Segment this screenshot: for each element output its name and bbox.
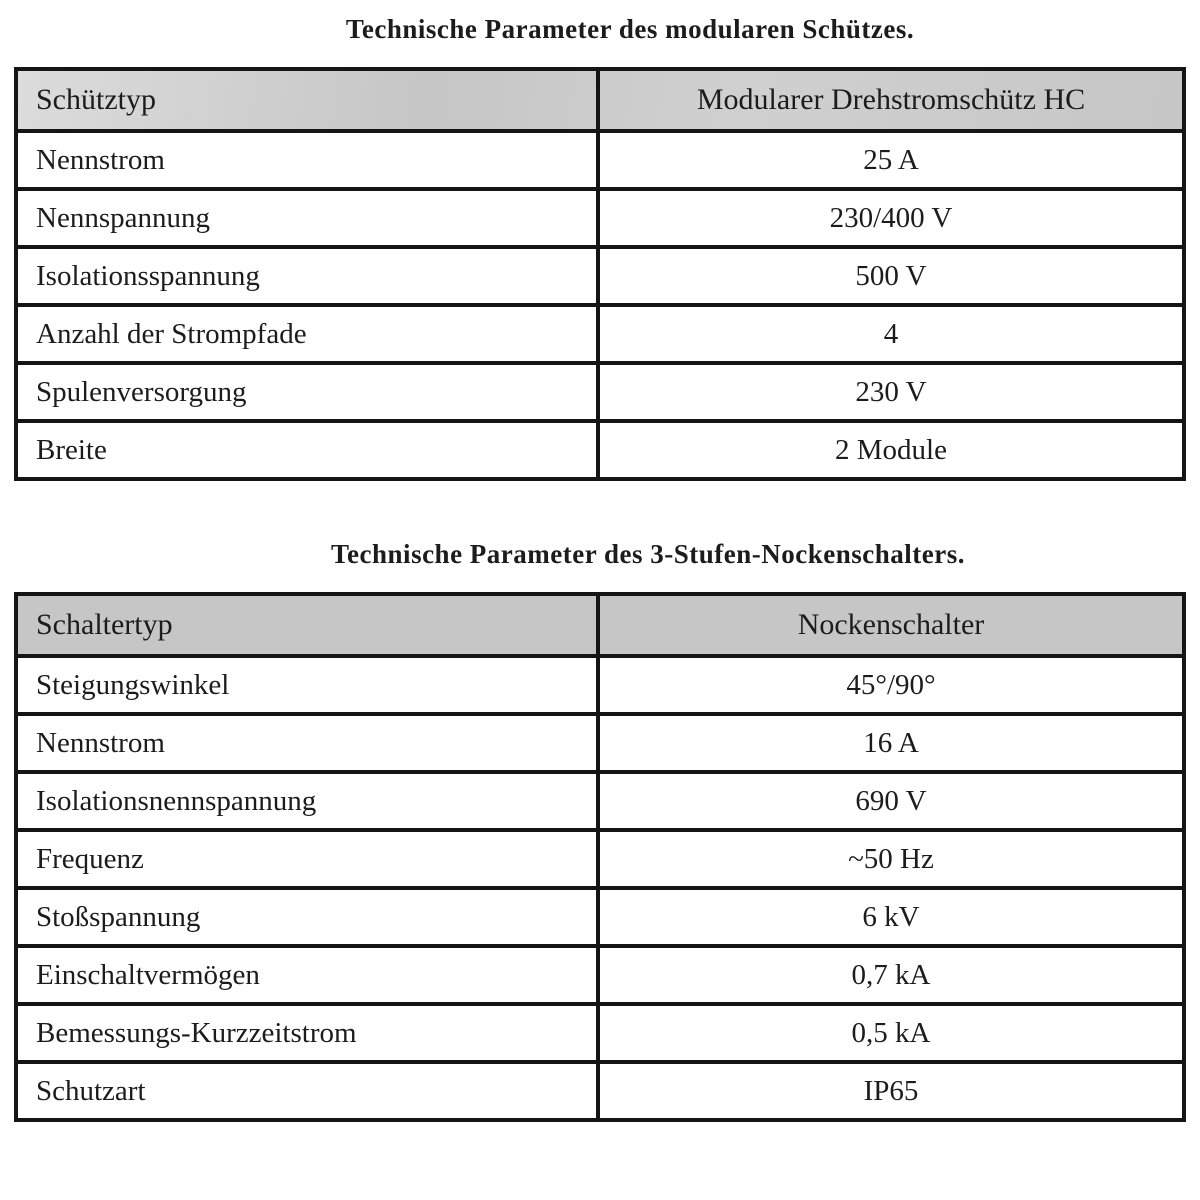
param-cell: Frequenz bbox=[18, 832, 600, 886]
table-row bbox=[18, 1060, 1182, 1118]
param-cell: Nennspannung bbox=[18, 191, 600, 245]
table-row bbox=[18, 886, 1182, 944]
value-cell: ~50 Hz bbox=[848, 842, 934, 875]
table-row bbox=[18, 770, 1182, 828]
table-header-row bbox=[18, 71, 1182, 129]
table-row bbox=[18, 303, 1182, 361]
value-cell: IP65 bbox=[863, 1074, 919, 1107]
param-cell: Steigungswinkel bbox=[18, 658, 600, 712]
cam-switch-parameter-table bbox=[14, 592, 1186, 1122]
table-row bbox=[18, 654, 1182, 712]
value-cell: 2 Module bbox=[835, 433, 947, 466]
header-value-cell: Modularer Drehstromschütz HC bbox=[696, 83, 1086, 116]
contactor-parameter-table bbox=[14, 67, 1186, 481]
table-row bbox=[18, 245, 1182, 303]
param-cell: Isolationsspannung bbox=[18, 249, 600, 303]
table-row bbox=[18, 129, 1182, 187]
param-cell: Stoßspannung bbox=[18, 890, 600, 944]
value-cell: 45°/90° bbox=[846, 668, 936, 701]
param-cell: Einschaltvermögen bbox=[18, 948, 600, 1002]
value-cell: 16 A bbox=[863, 726, 919, 759]
value-cell: 690 V bbox=[855, 784, 927, 817]
value-cell: 0,7 kA bbox=[851, 958, 931, 991]
table-row bbox=[18, 1002, 1182, 1060]
param-cell: Breite bbox=[18, 423, 600, 477]
value-cell: 6 kV bbox=[862, 900, 920, 933]
table-header-row bbox=[18, 596, 1182, 654]
value-cell: 25 A bbox=[863, 143, 919, 176]
table-row bbox=[18, 712, 1182, 770]
table-row bbox=[18, 944, 1182, 1002]
value-cell: 4 bbox=[883, 317, 899, 350]
header-param-cell: Schaltertyp bbox=[18, 596, 600, 654]
value-cell: 230/400 V bbox=[829, 201, 953, 234]
table-row bbox=[18, 361, 1182, 419]
param-cell: Nennstrom bbox=[18, 133, 600, 187]
table-row bbox=[18, 828, 1182, 886]
param-cell: Anzahl der Strompfade bbox=[18, 307, 600, 361]
param-cell: Schutzart bbox=[18, 1064, 600, 1118]
value-cell: 230 V bbox=[855, 375, 927, 408]
header-value-cell: Nockenschalter bbox=[797, 608, 985, 641]
header-param-cell: Schütztyp bbox=[18, 71, 600, 129]
value-cell: 500 V bbox=[855, 259, 927, 292]
param-cell: Spulenversorgung bbox=[18, 365, 600, 419]
table-row bbox=[18, 187, 1182, 245]
value-cell: 0,5 kA bbox=[851, 1016, 931, 1049]
section-title-contactor: Technische Parameter des modularen Schützes. bbox=[345, 14, 915, 44]
table-row bbox=[18, 419, 1182, 477]
param-cell: Isolationsnennspannung bbox=[18, 774, 600, 828]
section-title-cam-switch: Technische Parameter des 3-Stufen-Nockenschalters. bbox=[331, 539, 965, 569]
param-cell: Nennstrom bbox=[18, 716, 600, 770]
param-cell: Bemessungs-Kurzzeitstrom bbox=[18, 1006, 600, 1060]
